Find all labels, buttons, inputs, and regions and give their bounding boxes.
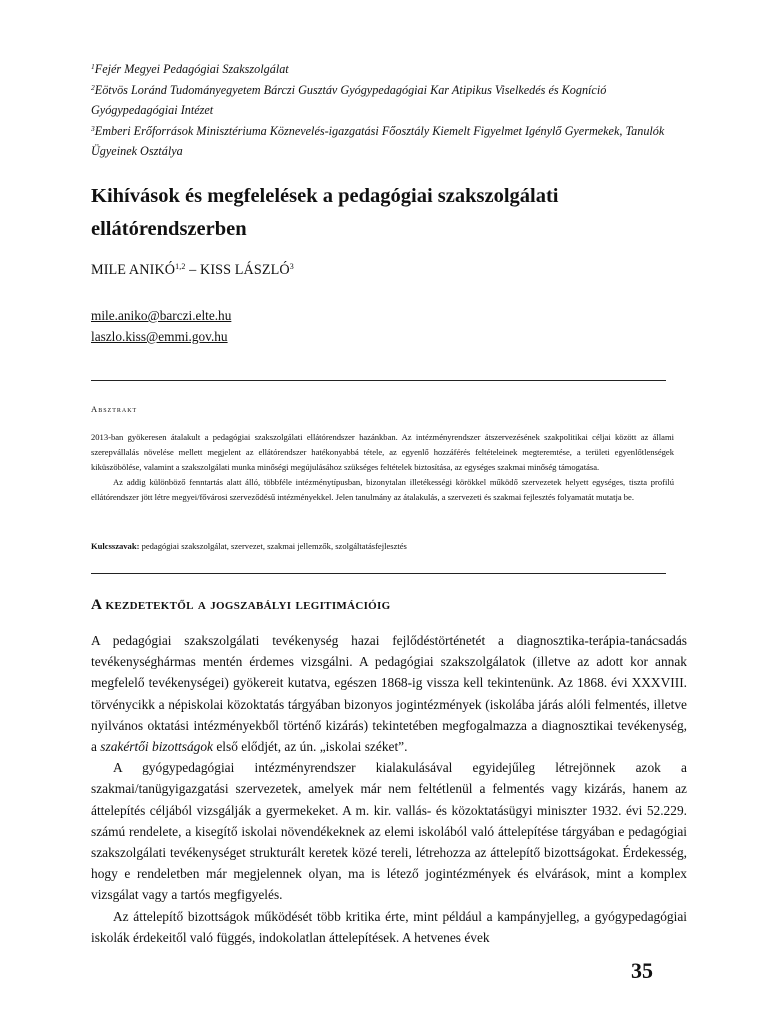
email-link-1[interactable]: mile.aniko@barczi.elte.hu bbox=[91, 308, 232, 323]
author-1: MILE ANIKÓ bbox=[91, 262, 176, 278]
email-link-2[interactable]: laszlo.kiss@emmi.gov.hu bbox=[91, 329, 228, 344]
keywords bbox=[91, 541, 674, 551]
article-title: Kihívások és megfelelések a pedagógiai szakszolgálati ellátórendszerben bbox=[91, 185, 559, 240]
emphasized-term: szakértői bizottságok bbox=[100, 739, 213, 755]
keywords-list: pedagógiai szakszolgálat, szervezet, szakmai jellemzők, szolgáltatásfejlesztés bbox=[139, 541, 407, 551]
section-body bbox=[91, 630, 687, 948]
body-paragraph-3: Az áttelepítő bizottságok működését több kritika érte, mint például a kampányjelleg, a gyógypedagógiai iskolák érdekeitől való függés, indokolatlan áttelepítések. A hetvenes évek bbox=[91, 908, 687, 945]
divider-top bbox=[91, 380, 666, 381]
abstract-paragraph-1: 2013-ban gyökeresen átalakult a pedagógiai szakszolgálati ellátórendszer hazánkban. Az intézményrendszer átszervezésének szakpolitikai céljai között az állami szerepvállalás növelése mellett megjelent az ellátórendszer hatékonyabbá tétele, az egyenlő hozzáférés feltételeinek megteremtése, a területi egyenlőtlenségek kiküszöbölése, valamint a szakszolgálati munka minőségi megújulásához szükséges feltételek biztosítása, az egységes szakmai minőség támogatása. bbox=[91, 432, 674, 472]
body-paragraph-1: A pedagógiai szakszolgálati tevékenység hazai fejlődéstörténetét a diagnosztika-terápia-tanácsadás tevékenységhármas mentén érdemes vizsgálni. A pedagógiai szakszolgálatok (illetve az adott kor annak megfelelő tevékenységei) gyökereit kutatva, egészen 1868-ig vissza kell tekintenünk. Az 1868. évi XXXVIII. törvénycikk a népiskolai közoktatás tárgyában bizonyos jogintézmények (iskolába járás alóli felmentés, illetve nyilvános oktatási intézményekből történő kizárás) tekintetében megfogalmazza a diagnosztikai tevékenység, a szakértői bizottságok első elődjét, az ún. „iskolai széket”. bbox=[91, 633, 687, 755]
section-title: A kezdetektől a jogszabályi legitimációig bbox=[91, 596, 391, 613]
affiliation-3: $^3$Emberi Erőforrások Minisztériuma Köznevelés-igazgatási Főosztály Kiemelt Figyelmet Igénylő Gyermekek, Tanulók Ügyeinek Osztálya bbox=[91, 123, 665, 158]
affiliations bbox=[91, 59, 691, 162]
abstract-body bbox=[91, 430, 674, 505]
abstract-paragraph-2: Az addig különböző fenntartás alatt álló, többféle intézménytípusban, bizonytalan illetékességi körökkel működő szervezetek helyett egységes, tiszta profilú ellátórendszer jött létre megyei/fővárosi szerveződésű intézményekkel. Jelen tanulmány az átalakulás, a szervezeti és szakmai fejlesztés folyamatát mutatja be. bbox=[91, 477, 674, 502]
author-2: KISS LÁSZLÓ bbox=[199, 262, 290, 278]
author-emails bbox=[91, 305, 231, 347]
divider-bottom bbox=[91, 573, 666, 574]
affiliation-2: $^2$Eötvös Loránd Tudományegyetem Bárczi Gusztáv Gyógypedagógiai Kar Atipikus Viselkedés és Kogníció Gyógypedagógiai Intézet bbox=[91, 82, 607, 117]
page-number: 35 bbox=[631, 958, 653, 983]
keywords-label: Kulcsszavak: bbox=[91, 541, 140, 551]
abstract-heading: Absztrakt bbox=[91, 404, 138, 414]
body-paragraph-2: A gyógypedagógiai intézményrendszer kialakulásával egyidejűleg létrejönnek azok a szakmai/tanügyigazgatási szervezetek, amelyek már nem feltétlenül a felmentés vagy kizárás, hanem az áttelepítés céljából vizsgálják a gyermekeket. A m. kir. vallás- és közoktatásügyi miniszter 1932. évi 52.229. számú rendelete, a kisegítő iskolai növendékeknek az elemi iskolából való áttelepítése tárgyában e pedagógiai szakszolgálati tevékenységet strukturált keretek közé tereli, létrehozza az áttelepítő bizottságokat. Érdekesség, hogy e rendeletben már megjelennek olyan, ma is létező jogintézmények és elvárások, mint a komplex vizsgálat vagy a tartós megfigyelés. bbox=[91, 760, 687, 903]
affiliation-1: $^1$Fejér Megyei Pedagógiai Szakszolgálat bbox=[91, 62, 289, 76]
authors: MILE ANIKÓ$^{1,2}$ – KISS LÁSZLÓ$^3$ bbox=[91, 262, 294, 278]
